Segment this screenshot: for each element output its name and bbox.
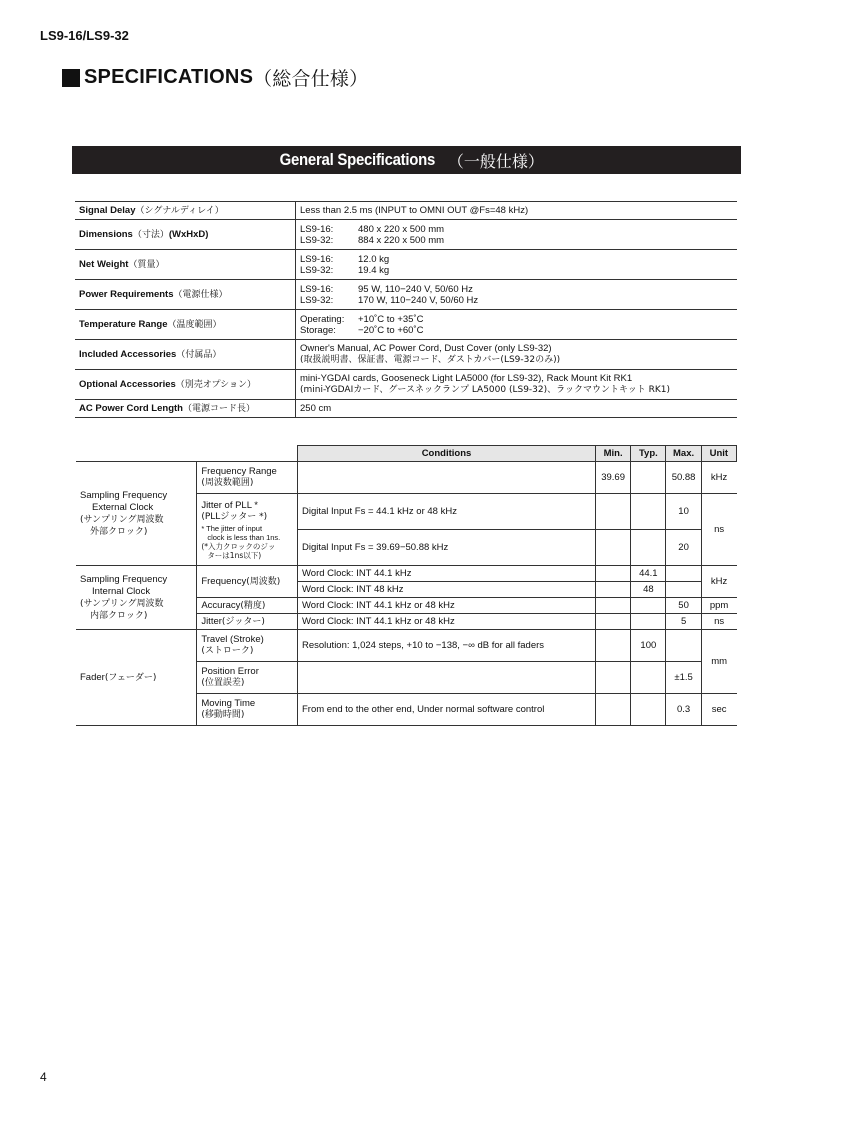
conditions-cell [297, 462, 595, 494]
min-cell [596, 494, 631, 530]
group-int-clock [76, 566, 197, 630]
value-line-jp: (取扱説明書、保証書、電源コード、ダストカバー(LS9-32のみ)) [300, 355, 561, 365]
label-en: Net Weight [79, 258, 129, 270]
model-value: 95 W, 110−240 V, 50/60 Hz [358, 283, 473, 295]
value-line: Owner's Manual, AC Power Cord, Dust Cover (only LS9-32) [300, 343, 552, 354]
param-jitter-pll [197, 494, 298, 566]
typ-cell [631, 614, 666, 630]
label-en: Optional Accessories [79, 378, 176, 390]
param-label: Position Error [201, 666, 259, 677]
note-line: * The jitter of input [201, 523, 263, 533]
model-value: −20˚C to +60˚C [358, 324, 424, 336]
conditions-cell [297, 662, 595, 694]
param-label-jp: (ジッター) [221, 616, 265, 627]
param-label-jp: (周波数範囲) [201, 478, 254, 488]
unit-cell: ns [701, 494, 736, 566]
param-label-jp: (ストローク) [201, 646, 254, 656]
label-en: Temperature Range [79, 318, 168, 330]
header-min: Min. [596, 446, 631, 462]
performance-table [76, 445, 737, 726]
param-label-jp: (周波数) [246, 576, 281, 587]
table-row [76, 566, 737, 582]
label-jp: （シグナルディレイ） [135, 205, 224, 216]
group-line-jp: 外部クロック) [90, 526, 148, 537]
typ-cell [631, 462, 666, 494]
group-line-jp: (サンプリング周波数 [80, 598, 164, 609]
min-cell [596, 598, 631, 614]
label-en: Dimensions [79, 228, 133, 240]
param-label: Frequency Range [201, 466, 277, 477]
label-suffix: (WxHxD) [168, 228, 209, 240]
max-cell [666, 582, 701, 598]
unit-cell: kHz [701, 462, 736, 494]
model-name: LS9-16/LS9-32 [40, 28, 129, 43]
table-row [75, 340, 737, 370]
row-label [75, 250, 296, 280]
label-jp: （電源仕様） [173, 289, 228, 300]
row-value [296, 310, 738, 340]
table-row [75, 202, 737, 220]
unit-cell: ns [701, 614, 736, 630]
label-en: Power Requirements [79, 288, 174, 300]
conditions-cell: Digital Input Fs = 39.69−50.88 kHz [297, 530, 595, 566]
param-accuracy [197, 598, 298, 614]
table-row [75, 370, 737, 400]
param-label: Moving Time [201, 698, 256, 709]
model-key: LS9-32: [300, 234, 334, 246]
model-key: Storage: [300, 324, 336, 336]
group-line-jp: 内部クロック) [90, 610, 148, 621]
typ-cell [631, 494, 666, 530]
group-line-jp: (フェーダー) [104, 672, 157, 683]
conditions-cell: Digital Input Fs = 44.1 kHz or 48 kHz [297, 494, 595, 530]
table-row [76, 462, 737, 494]
row-value: Less than 2.5 ms (INPUT to OMNI OUT @Fs=48 kHz) [296, 202, 738, 220]
value-line: mini-YGDAI cards, Gooseneck Light LA5000 (for LS9-32), Rack Mount Kit RK1 [300, 373, 633, 384]
table-row [75, 310, 737, 340]
note-line-jp: (*入力クロックのジッ [201, 541, 276, 551]
typ-cell [631, 662, 666, 694]
conditions-cell: From end to the other end, Under normal software control [297, 694, 595, 726]
max-cell [666, 566, 701, 582]
row-label [75, 310, 296, 340]
group-line: Fader [80, 671, 105, 683]
typ-cell: 100 [631, 630, 666, 662]
param-label: Frequency [201, 575, 247, 587]
group-line: Sampling Frequency [80, 573, 168, 585]
label-jp: （質量） [128, 259, 165, 270]
table-row [75, 400, 737, 418]
model-key: LS9-16: [300, 283, 334, 295]
page-number: 4 [40, 1070, 47, 1084]
model-key: LS9-32: [300, 294, 334, 306]
row-label [75, 220, 296, 250]
typ-cell [631, 530, 666, 566]
jitter-note [201, 524, 293, 560]
header-unit: Unit [701, 446, 736, 462]
model-key: LS9-16: [300, 223, 334, 235]
label-jp: （電源コード長） [182, 403, 255, 414]
table-row [75, 280, 737, 310]
label-jp: （別売オプション） [175, 379, 256, 390]
model-value: 12.0 kg [358, 253, 390, 265]
min-cell [596, 630, 631, 662]
param-label-jp: (移動時間) [201, 710, 245, 720]
max-cell: ±1.5 [666, 662, 701, 694]
min-cell [596, 614, 631, 630]
max-cell: 5 [666, 614, 701, 630]
min-cell [596, 566, 631, 582]
heading-square-icon [62, 69, 80, 87]
section-title-jp: （総合仕様） [253, 68, 369, 90]
typ-cell: 44.1 [631, 566, 666, 582]
conditions-cell: Word Clock: INT 44.1 kHz [297, 566, 595, 582]
row-value [296, 340, 738, 370]
max-cell [666, 630, 701, 662]
unit-cell: mm [701, 630, 736, 694]
model-value: 170 W, 110−240 V, 50/60 Hz [358, 294, 479, 306]
param-label: Jitter [201, 615, 222, 627]
row-value: 250 cm [296, 400, 738, 418]
general-specs-banner [72, 146, 741, 174]
section-title: SPECIFICATIONS [84, 66, 254, 88]
param-label: Jitter of PLL * [201, 499, 258, 511]
row-label [75, 280, 296, 310]
min-cell [596, 662, 631, 694]
model-value: 480 x 220 x 500 mm [358, 223, 445, 235]
label-en: AC Power Cord Length [79, 402, 183, 414]
section-heading [62, 64, 368, 91]
model-value: 19.4 kg [358, 264, 390, 276]
row-value [296, 370, 738, 400]
header-typ: Typ. [631, 446, 666, 462]
param-position-error [197, 662, 298, 694]
banner-title-jp: （一般仕様） [447, 151, 544, 171]
model-key: LS9-32: [300, 264, 334, 276]
min-cell: 39.69 [596, 462, 631, 494]
table-row [76, 630, 737, 662]
banner-title: General Specifications [279, 150, 436, 169]
row-value [296, 220, 738, 250]
note-line-jp: ターは1ns以下) [207, 550, 262, 560]
max-cell: 20 [666, 530, 701, 566]
param-label: Accuracy [201, 599, 241, 611]
typ-cell [631, 694, 666, 726]
typ-cell: 48 [631, 582, 666, 598]
param-label-jp: (位置誤差) [201, 678, 245, 688]
max-cell: 50 [666, 598, 701, 614]
param-label: Travel (Stroke) [201, 634, 264, 645]
max-cell: 50.88 [666, 462, 701, 494]
label-en: Signal Delay [79, 204, 136, 216]
min-cell [596, 530, 631, 566]
unit-cell: kHz [701, 566, 736, 598]
row-label [75, 340, 296, 370]
label-en: Included Accessories [79, 348, 177, 360]
param-travel [197, 630, 298, 662]
group-line: External Clock [92, 501, 154, 513]
row-label [75, 400, 296, 418]
row-label [75, 370, 296, 400]
model-value: +10˚C to +35˚C [358, 313, 424, 325]
conditions-cell: Word Clock: INT 44.1 kHz or 48 kHz [297, 598, 595, 614]
header-max: Max. [666, 446, 701, 462]
header-conditions: Conditions [297, 446, 595, 462]
label-jp: （付属品） [176, 349, 222, 360]
value-line-jp: (mini-YGDAIカード、グースネックランプ LA5000 (LS9-32)、ラックマウントキット RK1) [300, 385, 671, 395]
group-line-jp: (サンプリング周波数 [80, 514, 164, 525]
note-line: clock is less than 1ns. [207, 532, 281, 542]
label-jp: （寸法） [132, 229, 169, 240]
min-cell [596, 694, 631, 726]
max-cell: 0.3 [666, 694, 701, 726]
row-label [75, 202, 296, 220]
param-label-jp: (PLLジッター *) [201, 511, 268, 522]
header-blank [76, 446, 297, 462]
model-value: 884 x 220 x 500 mm [358, 234, 445, 246]
conditions-cell: Resolution: 1,024 steps, +10 to −138, −∞ dB for all faders [297, 630, 595, 662]
label-jp: （温度範囲） [167, 319, 222, 330]
general-specs-table [75, 201, 737, 418]
param-frequency-range [197, 462, 298, 494]
conditions-cell: Word Clock: INT 48 kHz [297, 582, 595, 598]
table-row [75, 250, 737, 280]
group-line: Sampling Frequency [80, 489, 168, 501]
model-key: Operating: [300, 313, 345, 325]
row-value [296, 250, 738, 280]
param-frequency [197, 566, 298, 598]
header-row [76, 446, 737, 462]
conditions-cell: Word Clock: INT 44.1 kHz or 48 kHz [297, 614, 595, 630]
param-moving-time [197, 694, 298, 726]
group-line: Internal Clock [92, 585, 151, 597]
param-jitter [197, 614, 298, 630]
unit-cell: sec [701, 694, 736, 726]
typ-cell [631, 598, 666, 614]
row-value [296, 280, 738, 310]
param-label-jp: (精度) [240, 600, 266, 611]
max-cell: 10 [666, 494, 701, 530]
model-key: LS9-16: [300, 253, 334, 265]
min-cell [596, 582, 631, 598]
unit-cell: ppm [701, 598, 736, 614]
group-fader [76, 630, 197, 726]
group-ext-clock [76, 462, 197, 566]
table-row [75, 220, 737, 250]
